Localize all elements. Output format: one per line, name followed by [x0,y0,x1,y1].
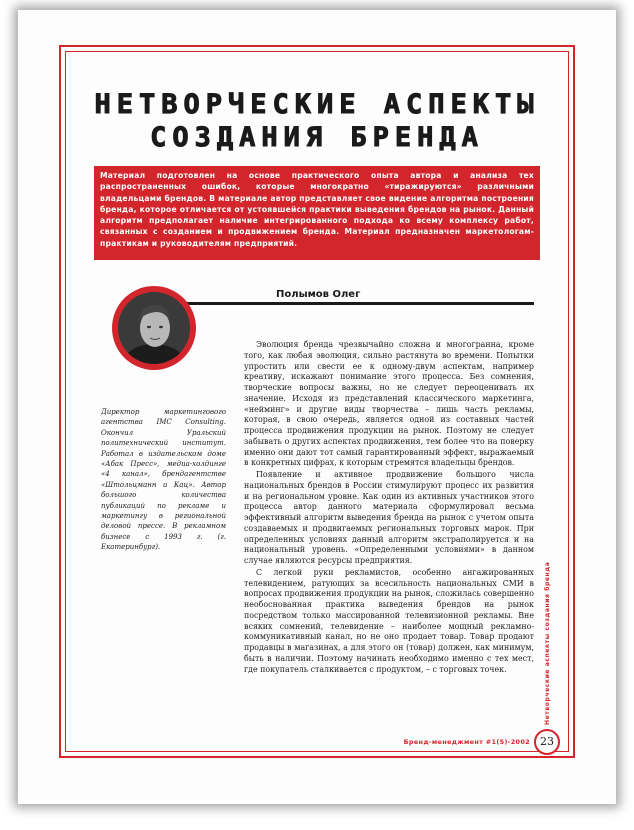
author-divider [160,302,534,305]
author-name: Полымов Олег [270,289,366,300]
author-bio [101,407,226,553]
author-portrait-icon [118,292,190,364]
body-paragraph: С легкой руки рекламистов, особенно ангажированных телевидением, ратующих за всесильность национальных СМИ в вопросах продвижения продукции на рынок, сложилась совершенно необоснованная практика выведения брендов на рынок посредством только массированной телевизионной рекламы. Вне всяких сомнений, телевидение – наиболее мощный рекламно-коммуникативный канал, но не оно продает товар. Товар продают продавцы в магазинах, а для этого он (товар) должен, как минимум, быть в наличии. Поэтому начинать необходимо именно с тех мест, где покупатель сталкивается с продуктом, – с торговых точек. [244,567,534,674]
article-title: НЕТВОРЧЕСКИЕ АСПЕКТЫ СОЗДАНИЯ БРЕНДА [94,89,540,153]
side-running-title-text: Нетворческие аспекты создания бренда [544,561,551,725]
author-photo [118,292,190,364]
page-number: 23 [534,729,560,755]
side-running-title [544,561,554,725]
body-paragraph: Эволюция бренда чрезвычайно сложна и многогранна, кроме того, как любая эволюция, сильно растянута во времени. Попытки упростить или свести ее к одному-двум аспектам, например креативу, искажают понимание этого процесса. Без сомнения, творческие вопросы важны, но не следует переоценивать их значение. Исходя из представлений классического маркетинга, «нейминг» и другие виды творчества – лишь часть рекламы, которая, в свою очередь, является одной из составных частей процесса продвижения продукции на рынок. Поэтому не следует забывать о других аспектах продвижения, тем более что на поверку именно они дают тот самый гарантированный эффект, выражаемый в конкретных цифрах, к которым стремятся владельцы брендов. [244,340,534,468]
author-bio-text: Директор маркетингового агентства IMC Consulting. Окончил Уральский политехнический институт. Работал в издательском доме «Абак Пресс», медиа-холдинге «4 канал», брендагентстве «Штольцманн и Кац». Автор большого количества публикаций по рекламе и маркетингу в региональной деловой прессе. В рекламном бизнесе с 1993 г. (г. Екатеринбург). [101,408,226,552]
article-body [244,340,534,733]
footer-journal: Бренд-менеджмент #1(5)-2002 [403,738,530,746]
article-lead: Материал подготовлен на основе практического опыта автора и анализа тех распространенных ошибок, которые многократно «тиражируются» различными владельцами брендов. В материале автор представляет свое видение алгоритма построения бренда, которое отличается от устоявшейся практики выведения брендов на рынок. Данный алгоритм предполагает наличие интегрированного подхода ко всему комплексу работ, связанных с созданием и продвижением бренда. Материал предназначен маркетологам-практикам и руководителям предприятий. [94,166,540,260]
body-paragraph: Появление и активное продвижение большого числа национальных брендов в России стимулируют процесс их развития и на региональном уровне. Как один из активных участников этого процесса автор данного материала сформулировал весьма эффективный алгоритм выведения бренда на рынок с учетом опыта создаваемых и продвигаемых региональных торговых марок. При определенных условиях данный алгоритм экстраполируется и на национальный уровень. «Определенными условиями» в данном случае являются ресурсы предприятия. [244,470,534,565]
